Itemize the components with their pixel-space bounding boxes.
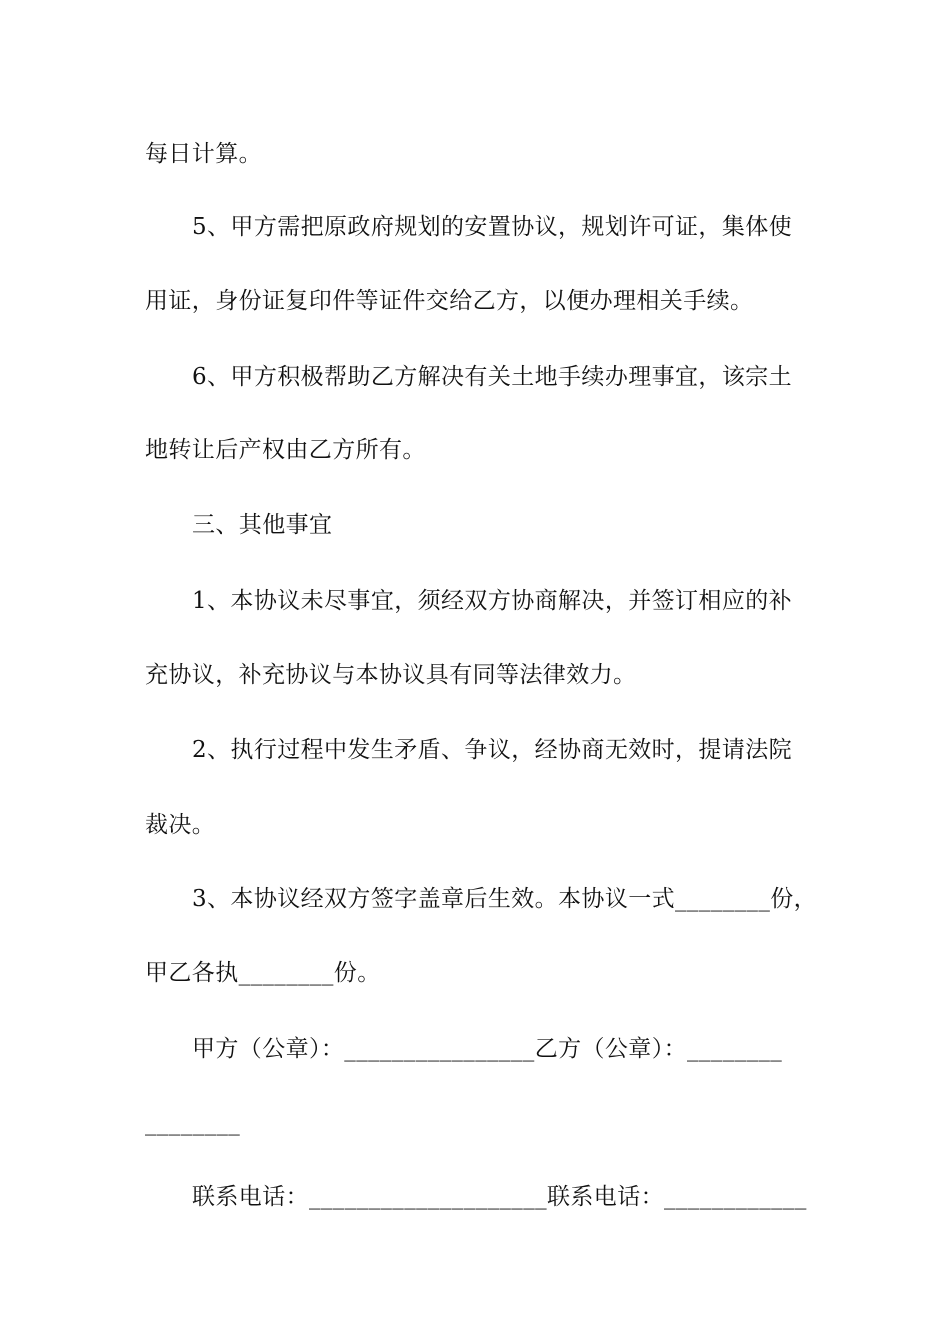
section-heading: 三、其他事宜 (192, 512, 333, 538)
text-line: 充协议，补充协议与本协议具有同等法律效力。 (145, 662, 637, 688)
text-line: 6、甲方积极帮助乙方解决有关土地手续办理事宜，该宗土 (192, 364, 793, 390)
text-line: 2、执行过程中发生矛盾、争议，经协商无效时，提请法院 (192, 737, 793, 763)
text-line: 裁决。 (145, 812, 216, 838)
text-line: 甲乙各执________份。 (145, 960, 381, 986)
text-line: 用证，身份证复印件等证件交给乙方，以便办理相关手续。 (145, 288, 754, 314)
signature-line: 甲方（公章）：________________乙方（公章）：________ (192, 1036, 783, 1062)
signature-line: ________ (145, 1110, 241, 1136)
text-line: 每日计算。 (145, 141, 262, 167)
text-line: 地转让后产权由乙方所有。 (145, 437, 426, 463)
text-line: 3、本协议经双方签字盖章后生效。本协议一式________份， (192, 886, 818, 912)
contact-line: 联系电话：____________________联系电话：____________ (192, 1184, 807, 1210)
text-line: 1、本协议未尽事宜，须经双方协商解决，并签订相应的补 (192, 588, 793, 614)
text-line: 5、甲方需把原政府规划的安置协议，规划许可证，集体使 (192, 214, 793, 240)
